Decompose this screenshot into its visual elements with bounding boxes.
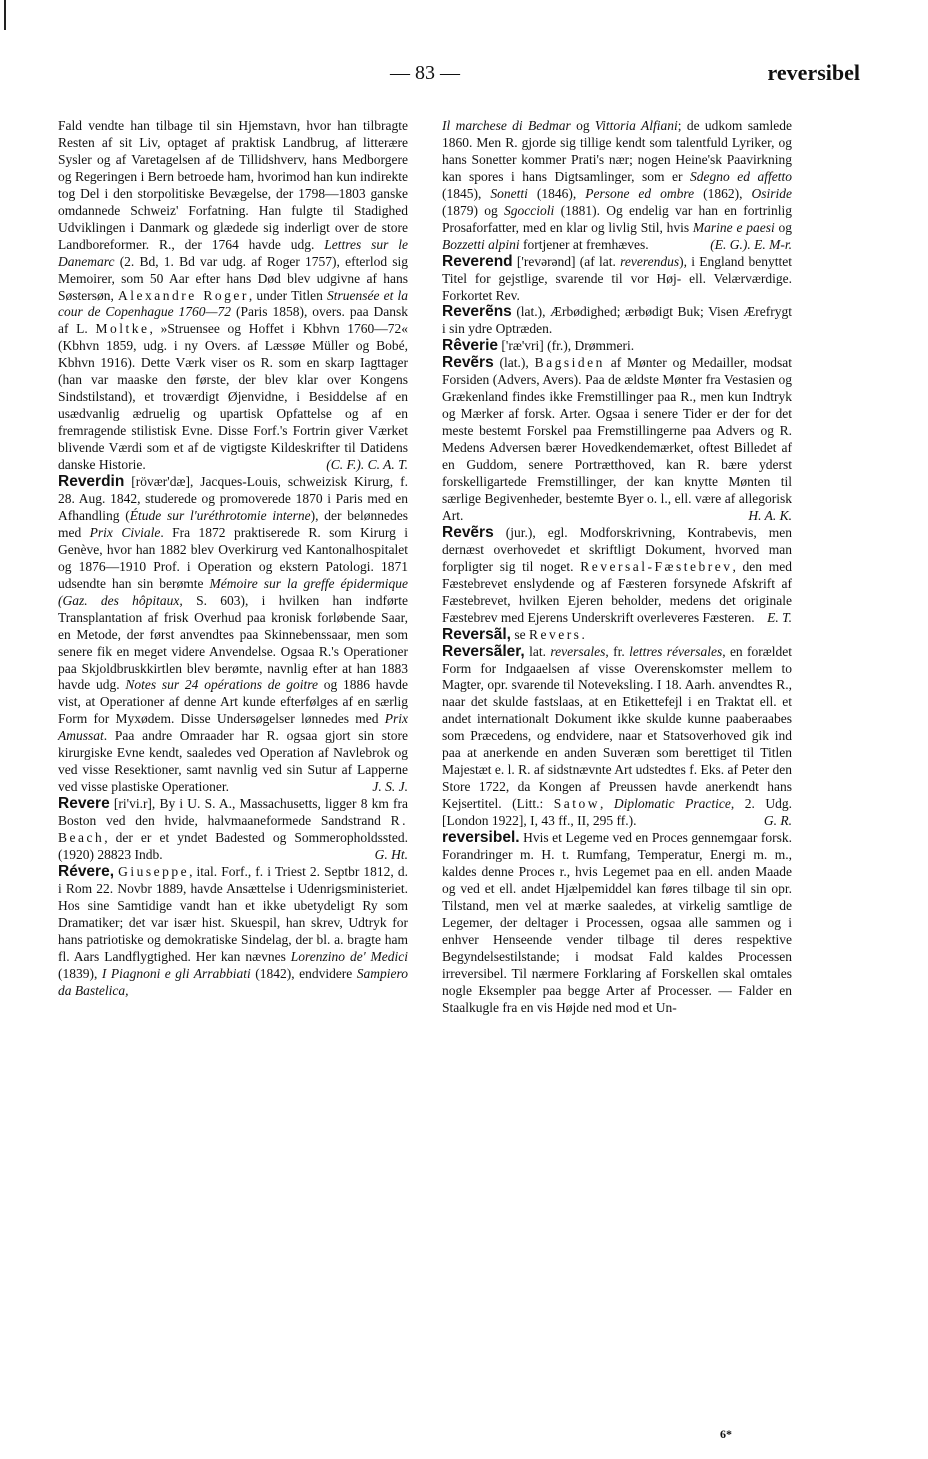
text: (1842), endvidere: [255, 965, 353, 981]
title-italic: Osiride: [751, 185, 792, 201]
text: (Paris 1858), overs. paa Dansk af L.: [58, 304, 409, 337]
title-italic: Prix Amussat: [58, 711, 409, 744]
entry-reversibel: [442, 830, 792, 1016]
text: (1839),: [58, 965, 98, 981]
title-italic: Lettres sur le Danemarc: [58, 236, 409, 269]
text: (lat.), Ærbødighed; ærbødigt Buk; Visen Ærefrygt i sin ydre Optræden.: [442, 304, 792, 337]
author-signature: E. T.: [767, 609, 792, 625]
title-italic: I Piagnoni e gli Arrabbiati: [101, 965, 251, 981]
headword: Reverẽns: [442, 303, 512, 321]
right-column: [442, 118, 792, 1017]
entry-reverdin: [58, 474, 408, 796]
author-signature: G. R.: [763, 813, 792, 829]
text: (1845),: [442, 185, 482, 201]
text: (1846),: [536, 185, 577, 201]
title-italic: Marine e paesi: [692, 219, 775, 235]
entry-revere-giuseppe: [58, 864, 408, 1000]
title-italic: Diplomatic Practice: [613, 796, 731, 812]
author-signature: (E. G.). E. M-r.: [710, 236, 792, 252]
text: (lat.),: [499, 355, 529, 371]
entry-revere-city: [58, 796, 408, 864]
entry-revere-giuseppe-continued: [442, 118, 792, 254]
running-head: reversibel: [767, 60, 860, 85]
place-name-spaced: R. Beach: [58, 813, 408, 846]
entry-reverend: [442, 254, 792, 305]
text: og: [576, 118, 590, 133]
title-italic: Prix Civiale: [89, 524, 161, 540]
title-italic: Bozzetti alpini: [442, 236, 520, 252]
title-italic: Sampiero da Bastelica,: [58, 965, 409, 998]
text: (1881). Og endelig var han en fortrinlig Prosaforfatter, med en klar og livlig Stil, hvis: [442, 202, 793, 235]
entry-revers-legal: [442, 525, 792, 627]
text: S. 603), i hvilken han indførte Transplantation af frisk Overhud paa kronisk forløbende Saar, en Metode, der først anvendtes paa Skinnebenssaar, men som senere fik en meget videre Anvendelse. Ogsaa R.'s Operationer paa Skjoldbruskkirtlen blev berømte, navnlig efter at han 1883 havde udg.: [58, 592, 408, 693]
headword: Revẽrs: [442, 354, 494, 372]
term-italic: reversales: [550, 643, 606, 659]
cross-reference: Revers: [528, 626, 582, 642]
title-italic: Notes sur 24 opérations de goitre: [125, 677, 318, 693]
text: ), i England benyttet Titel for gejstlige, svarende til vor Høj- ell. Velærværdige. Forkortet Rev.: [442, 253, 792, 303]
text: ['revərənd] (af lat.: [516, 253, 616, 269]
page-edge-mark: [4, 0, 6, 30]
page-number: — 83 —: [390, 62, 460, 84]
headword: Reversãler,: [442, 642, 525, 660]
author-signature: J. S. J.: [372, 779, 408, 795]
headword: Révere,: [58, 862, 115, 880]
text: ), der belønnedes med: [58, 507, 408, 540]
text: se: [514, 626, 526, 642]
headword: reversibel.: [442, 829, 520, 847]
text: , der er et yndet Badested og Sommeropholdssted. (1920) 28823 Indb.: [58, 830, 408, 862]
person-name-spaced: Satow: [553, 796, 600, 812]
title-italic: Il marchese di Bedmar: [442, 118, 571, 133]
text: (1862),: [703, 185, 743, 201]
text: og: [778, 219, 792, 235]
title-italic: Mémoire sur la greffe épidermique (Gaz. des hôpitaux,: [58, 575, 409, 608]
text: ; de udkom samlede 1860. Men R. gjorde sig tillige kendt som talentfuld Lyriker, og hans Sonetter kommer Prati's nær; nogen Heine'sk Paavirkning kan spores i hans Digtsamlinger, som er: [442, 118, 792, 184]
text: , 2. Udg. [London 1922], I, 43 ff., II, 295 ff.).: [442, 796, 793, 829]
text: af Mønter og Medailler, modsat Forsiden (Advers, Avers). Paa de ældste Mønter fra Vestasien og Grækenland findes ikke Fremstillinger paa R., men kun Indtryk og Mærker af forsk. Arter. Ogsaa i senere Tider er der for det meste bestemt Forskel paa Fremstillingerne paa Advers og R. Medens Adversen bærer Hovedkendemærket, oftest Billedet af en Guddom, senere Portrætthoved, kan R. bære yderst forskelligartede Fremstillinger, der kan knytte Mønten til særlige Begivenheder, bestemte Byer o. l., ell. være af allegorisk Art.: [442, 355, 793, 523]
text: ,: [600, 796, 604, 812]
title-italic: Sonetti: [490, 185, 528, 201]
text: fortjener at fremhæves.: [523, 236, 649, 252]
entry-reverens: [442, 304, 792, 338]
signature-mark: 6*: [720, 1427, 732, 1441]
person-name-spaced: Giuseppe: [118, 863, 190, 879]
title-italic: Étude sur l'uréthrotomie interne: [129, 507, 311, 523]
text: . Fra 1872 praktiserede R. som Kirurg i Genève, hvor han 1882 blev Overkirurg ved Kantonalhospitalet og 1876—1910 Prof. i Operation og ekstern Patologi. 1871 udsendte han sin berømte: [58, 524, 408, 591]
text: , »Struensee og Hoffet i Kbhvn 1760—72« (Kbhvn 1859, udg. i ny Overs. af Læssøe Müller og Bobé, Kbhvn 1916). Dette Værk viser os R. som en skarp Iagttager (han var maaske den første, der blev klar over Kongens Sindstilstand), et troværdigt Øjenvidne, i Besiddelse af en usædvanlig ædruelig og upartisk Opfattelse og af en fremragende stilistisk Evne. Disse Forf.'s Fortrin giver Værket blivende Værdi som et af de vigtigste Kildeskrifter til Datidens danske Historie.: [58, 321, 409, 473]
text: , den med Fæstebrevet enslydende og af Fæsteren forsynede Afskrift af Fæstebrevet, hvilken Ejeren beholder, medens det originale Fæstebrev med Ejerens Underskrift overleveres Fæsteren.: [442, 558, 792, 625]
text: lat.: [529, 643, 546, 659]
person-name-spaced: Alexandre Roger: [118, 287, 249, 303]
headword: Revẽrs: [442, 523, 494, 541]
text: . Paa andre Omraader har R. ogsaa gjort sin store kirurgiske Evne kendt, saaledes ved Operation af Navlebrok og ved visse Resektioner, samt navnlig ved sin Sutur af Lapperne ved visse plastiske Operationer.: [58, 728, 408, 795]
entry-reverie: [442, 338, 792, 355]
text: ['ræ'vri] (fr.), Drømmeri.: [501, 338, 635, 354]
title-italic: Sdegno ed affetto: [690, 168, 793, 184]
text: , under Titlen: [248, 287, 323, 303]
headword: Rêverie: [442, 337, 499, 355]
title-italic: Persone ed ombre: [585, 185, 695, 201]
headword: Reversãl,: [442, 625, 511, 643]
left-column: [58, 118, 408, 1000]
term-spaced: Bagsiden: [534, 355, 605, 371]
page-header: [60, 62, 860, 98]
text: (1879) og: [442, 202, 498, 218]
text: , en forældet Form for Indgaaelsen af visse Overenskomster mellem to Magter, opr. svarende til Noteveksling. I 18. Aarh. anvendtes R., naar det skulde fastslaas, at en Etikettefejl i en Traktat ell. et andet internationalt Dokument ikke skulde kunne paaberaabes som Præcedens, og endvidere, naar et Statsoverhoved gik ind paa at anerkende en anden Suveræn som berettiget til Titlen Majestæt e. l. R. af sidstnævnte Art udstedtes f. Eks. af Peter den Store 1722, da Kongen af Preussen havde anerkendt hans Kejsertitel. (Litt.:: [442, 643, 793, 812]
text: (2. Bd, 1. Bd var udg. af Roger 1757), efterlod sig Memoirer, som 50 Aar efter hans Død blev udgivne af hans Søstersøn,: [58, 253, 409, 303]
text: , fr.: [605, 643, 625, 659]
title-italic: Vittoria Alfiani: [594, 118, 678, 133]
title-italic: reverendus: [620, 253, 680, 269]
text: Hvis et Legeme ved en Proces gennemgaar forsk. Forandringer m. H. t. Rumfang, Temperatur, Energi m. m., kaldes denne Proces r., hvis Legemet paa en ell. anden Maade og ved et ell. andet Hjælpemiddel kan føres tilbage til sin opr. Tilstand, men vel at mærke saaledes, at virkelig samtlige de Legemer, der deltager i Processen, ogsaa alle sammen og i enhver Henseende vender tilbage til deres respektive Begyndelsestilstande; i modsat Fald kaldes Processen irreversibel. Til nærmere Forklaring af Forskellen skal omtales nogle Eksempler paa begge Arter af Processer. — Falder en Staalkugle fra en vis Højde ned mod et Un-: [442, 830, 793, 1015]
term-italic: lettres réversales: [629, 643, 723, 659]
text: og 1886 havde vist, at Operationer af denne Art kunde efterfølges af en særlig Form for Myxødem. Disse Undersøgelser lønnedes med: [58, 677, 408, 727]
headword: Reverdin: [58, 473, 125, 491]
text: Fald vendte han tilbage til sin Hjemstavn, hvor han tilbragte Resten af sit Liv, optaget af praktisk Landbrug, af litterære Sysler og af Varetagelsen af de Tillidshverv, hans Medborgere og Regeringen i Bern betroede ham, hvorimod han kun indirekte tog Del i den storpolitiske Bevægelse, der 1798—1803 ganske omdannede Schweiz' Forfatning. Han fulgte til Stadighed Udviklingen i Danmark og glædede sig inderligt over de store Landboreformer. R., der 1764 havde udg.: [58, 118, 408, 252]
author-signature: (C. F.). C. A. T.: [326, 457, 408, 473]
headword: Reverend: [442, 252, 513, 270]
title-italic: Lorenzino de' Medici: [290, 948, 409, 964]
text: (jur.), egl. Modforskrivning, Kontrabevis, men dernæst overhovedet et skriftligt Dokument, hvorved man forpligter sig til noget.: [442, 524, 792, 574]
entry-reversaler: [442, 644, 792, 830]
headword: Revere: [58, 795, 110, 813]
title-italic: Sgoccioli: [504, 202, 555, 218]
entry-revers-numismatic: [442, 355, 792, 525]
entry-reversal: [442, 627, 792, 644]
text: , ital. Forf., f. i Triest 2. Septbr 1812, d. i Rom 22. Novbr 1889, havde Ansættelse i Udenrigsministeriet. Hos sine Samtidige vandt han et ikke ubetydeligt Ry som Dramatiker; det var især hist. Skuespil, han skrev, Udtryk for hans patriotiske og demokratiske Sindelag, der bl. a. bragte ham fl. Aars Landflygtighed. Her kan nævnes: [58, 863, 408, 964]
title-italic: Struensée et la cour de Copenhague 1760—72: [58, 287, 409, 320]
author-signature: H. A. K.: [748, 507, 792, 523]
person-name-spaced: Moltke: [95, 321, 150, 337]
text: .: [581, 626, 585, 642]
entry-reverdil-continued: [58, 118, 408, 474]
text: [ri'vi.r], By i U. S. A., Massachusetts, ligger 8 km fra Boston ved den hvide, halvmaaneformede Sandstrand: [58, 796, 409, 829]
author-signature: G. Ht.: [374, 846, 408, 862]
term-spaced: Reversal-Fæstebrev: [580, 558, 733, 574]
text: [rövær'dæ], Jacques-Louis, schweizisk Kirurg, f. 28. Aug. 1842, studerede og promoverede 1870 i Paris med en Afhandling (: [58, 474, 408, 523]
